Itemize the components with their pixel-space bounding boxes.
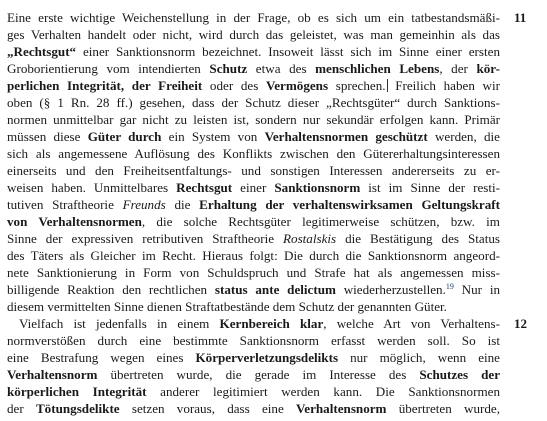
text-run: , der [439, 61, 477, 76]
text-run: setzen voraus, dass eine [119, 401, 297, 416]
bold-text: Verhaltensnormen geschützt [264, 129, 428, 144]
text-line [7, 298, 500, 315]
text-run: oben (§ 1 Rn. 28 ff.) gesehen, dass der Schutz dieser „Rechtsgüter“ durch Sanktions- [7, 95, 500, 110]
text-run: der [7, 401, 36, 416]
bold-text: Schutz [209, 61, 248, 76]
text-run: tutiven Straftheorie [7, 197, 123, 212]
text-run: normen unmittelbar gar nicht zu leisten ist, sondern nur sekundär erfolgen kann. Primär [7, 112, 500, 127]
bold-text: „Rechtsgut“ [7, 44, 77, 59]
text-line [7, 9, 500, 26]
bold-text: Vermögens [265, 78, 329, 93]
text-run: anderer legitimiert werden kann. Die Sanktionsnormen [146, 384, 500, 399]
text-line [7, 196, 500, 213]
text-line [7, 264, 500, 281]
bold-text: status ante delictum [214, 282, 336, 297]
text-run: diesem vermittelten Sinne dienen Straftatbestände dem Schutz der genannten Güter. [7, 299, 447, 314]
italic-text: Rostalskis [283, 231, 337, 246]
text-run: oder des [202, 78, 266, 93]
text-run: ist im Sinne der resti- [360, 180, 500, 195]
text-line [7, 179, 500, 196]
text-run: einer [232, 180, 275, 195]
bold-text: Sanktionsnorm [274, 180, 361, 195]
margin-number-11: 11 [514, 10, 527, 25]
text-line [7, 111, 500, 128]
bold-text: von Verhaltensnormen [7, 214, 142, 229]
bold-text: menschlichen Lebens [315, 61, 440, 76]
text-run: etwa des [247, 61, 316, 76]
text-run: müssen diese [7, 129, 88, 144]
bold-text: körperlichen Integrität [7, 384, 147, 399]
text-run: ges Verhalten handelt oder nicht, wird durch das geleistet, was man gemeinhin als das [7, 27, 500, 42]
text-line [7, 366, 500, 383]
footnote-ref[interactable]: 19 [445, 282, 454, 291]
bold-text: Kernbereich klar [219, 316, 324, 331]
text-run: , welche Art von Verhaltens- [323, 316, 500, 331]
text-line [7, 400, 500, 417]
text-run: Vielfach ist jedenfalls in einem [19, 316, 220, 331]
bold-text: Verhaltensnorm [296, 401, 387, 416]
text-run: übertreten wurde, [386, 401, 500, 416]
text-line [7, 332, 500, 349]
margin-number-12: 12 [514, 316, 527, 331]
text-run: eine Bestrafung wegen eines [7, 350, 196, 365]
text-line [19, 315, 500, 332]
text-line [7, 43, 500, 60]
text-run: , die solche Rechtsgüter legitimerweise schützen, bzw. im [141, 214, 500, 229]
text-run: Nur in [453, 282, 500, 297]
bold-text: perlichen Integrität, der Freiheit [7, 78, 203, 93]
bold-text: Schutzes der [419, 367, 500, 382]
text-run: nur möglich, wenn eine [338, 350, 500, 365]
text-run: Freilich haben wir [387, 78, 500, 93]
text-run: übertreten wurde, die gerade im Interesse des [97, 367, 420, 382]
text-line [7, 77, 500, 94]
text-line [7, 383, 500, 400]
text-line [7, 162, 500, 179]
text-run: nete Sanktionierung in Form von Schuldspruch und Strafe hat als angemessen miss- [7, 265, 500, 280]
text-run: sprechen. [328, 78, 386, 93]
text-run: ein System von [161, 129, 265, 144]
text-run: die Bestätigung des Status [336, 231, 500, 246]
text-run: des Täters als Gleicher im Recht. Hieraus folgt: Die durch die Sanktionsnorm angeord- [7, 248, 500, 263]
text-run: einer Sanktionsnorm bezeichnet. Insoweit lässt sich im Sinne einer ersten [76, 44, 500, 59]
text-line [7, 213, 500, 230]
bold-text: Tötungsdelikte [35, 401, 120, 416]
bold-text: Güter durch [87, 129, 162, 144]
text-run: wiederherzustellen. [335, 282, 446, 297]
text-line [7, 128, 500, 145]
text-run: weisen haben. Unmittelbares [7, 180, 177, 195]
text-run: normverstößen durch eine bestimmte Sanktionsnorm erfasst werden soll. So ist [7, 333, 500, 348]
text-run: Sinne der expressiven retributiven Straftheorie [7, 231, 284, 246]
text-run: sich als angemessene Auflösung des Konflikts zwischen den Gütererhaltungsinteressen [7, 146, 500, 161]
bold-text: Verhaltensnorm [7, 367, 98, 382]
bold-text: Rechtsgut [176, 180, 233, 195]
text-line [7, 281, 500, 298]
text-line [7, 230, 500, 247]
text-run: werden, die [427, 129, 500, 144]
text-run: Eine erste wichtige Weichenstellung in der Frage, ob es sich um ein tatbestandsmäßi- [7, 10, 500, 25]
text-run: einerseits und den Freiheitsentfaltungs- und sonstigen Interessen andererseits zu er- [7, 163, 500, 178]
bold-text: Körperverletzungsdelikts [195, 350, 339, 365]
bold-text: kör- [476, 61, 500, 76]
text-line [7, 26, 500, 43]
text-line [7, 247, 500, 264]
text-run: die [165, 197, 200, 212]
text-line [7, 349, 500, 366]
text-line [7, 145, 500, 162]
text-run: Groborientierung vom intendierten [7, 61, 210, 76]
italic-text: Freunds [122, 197, 166, 212]
text-run: billigende Reaktion den rechtlichen [7, 282, 215, 297]
text-line [7, 60, 500, 77]
bold-text: Erhaltung der verhaltenswirksamen Geltungskraft [199, 197, 500, 212]
text-line [7, 94, 500, 111]
